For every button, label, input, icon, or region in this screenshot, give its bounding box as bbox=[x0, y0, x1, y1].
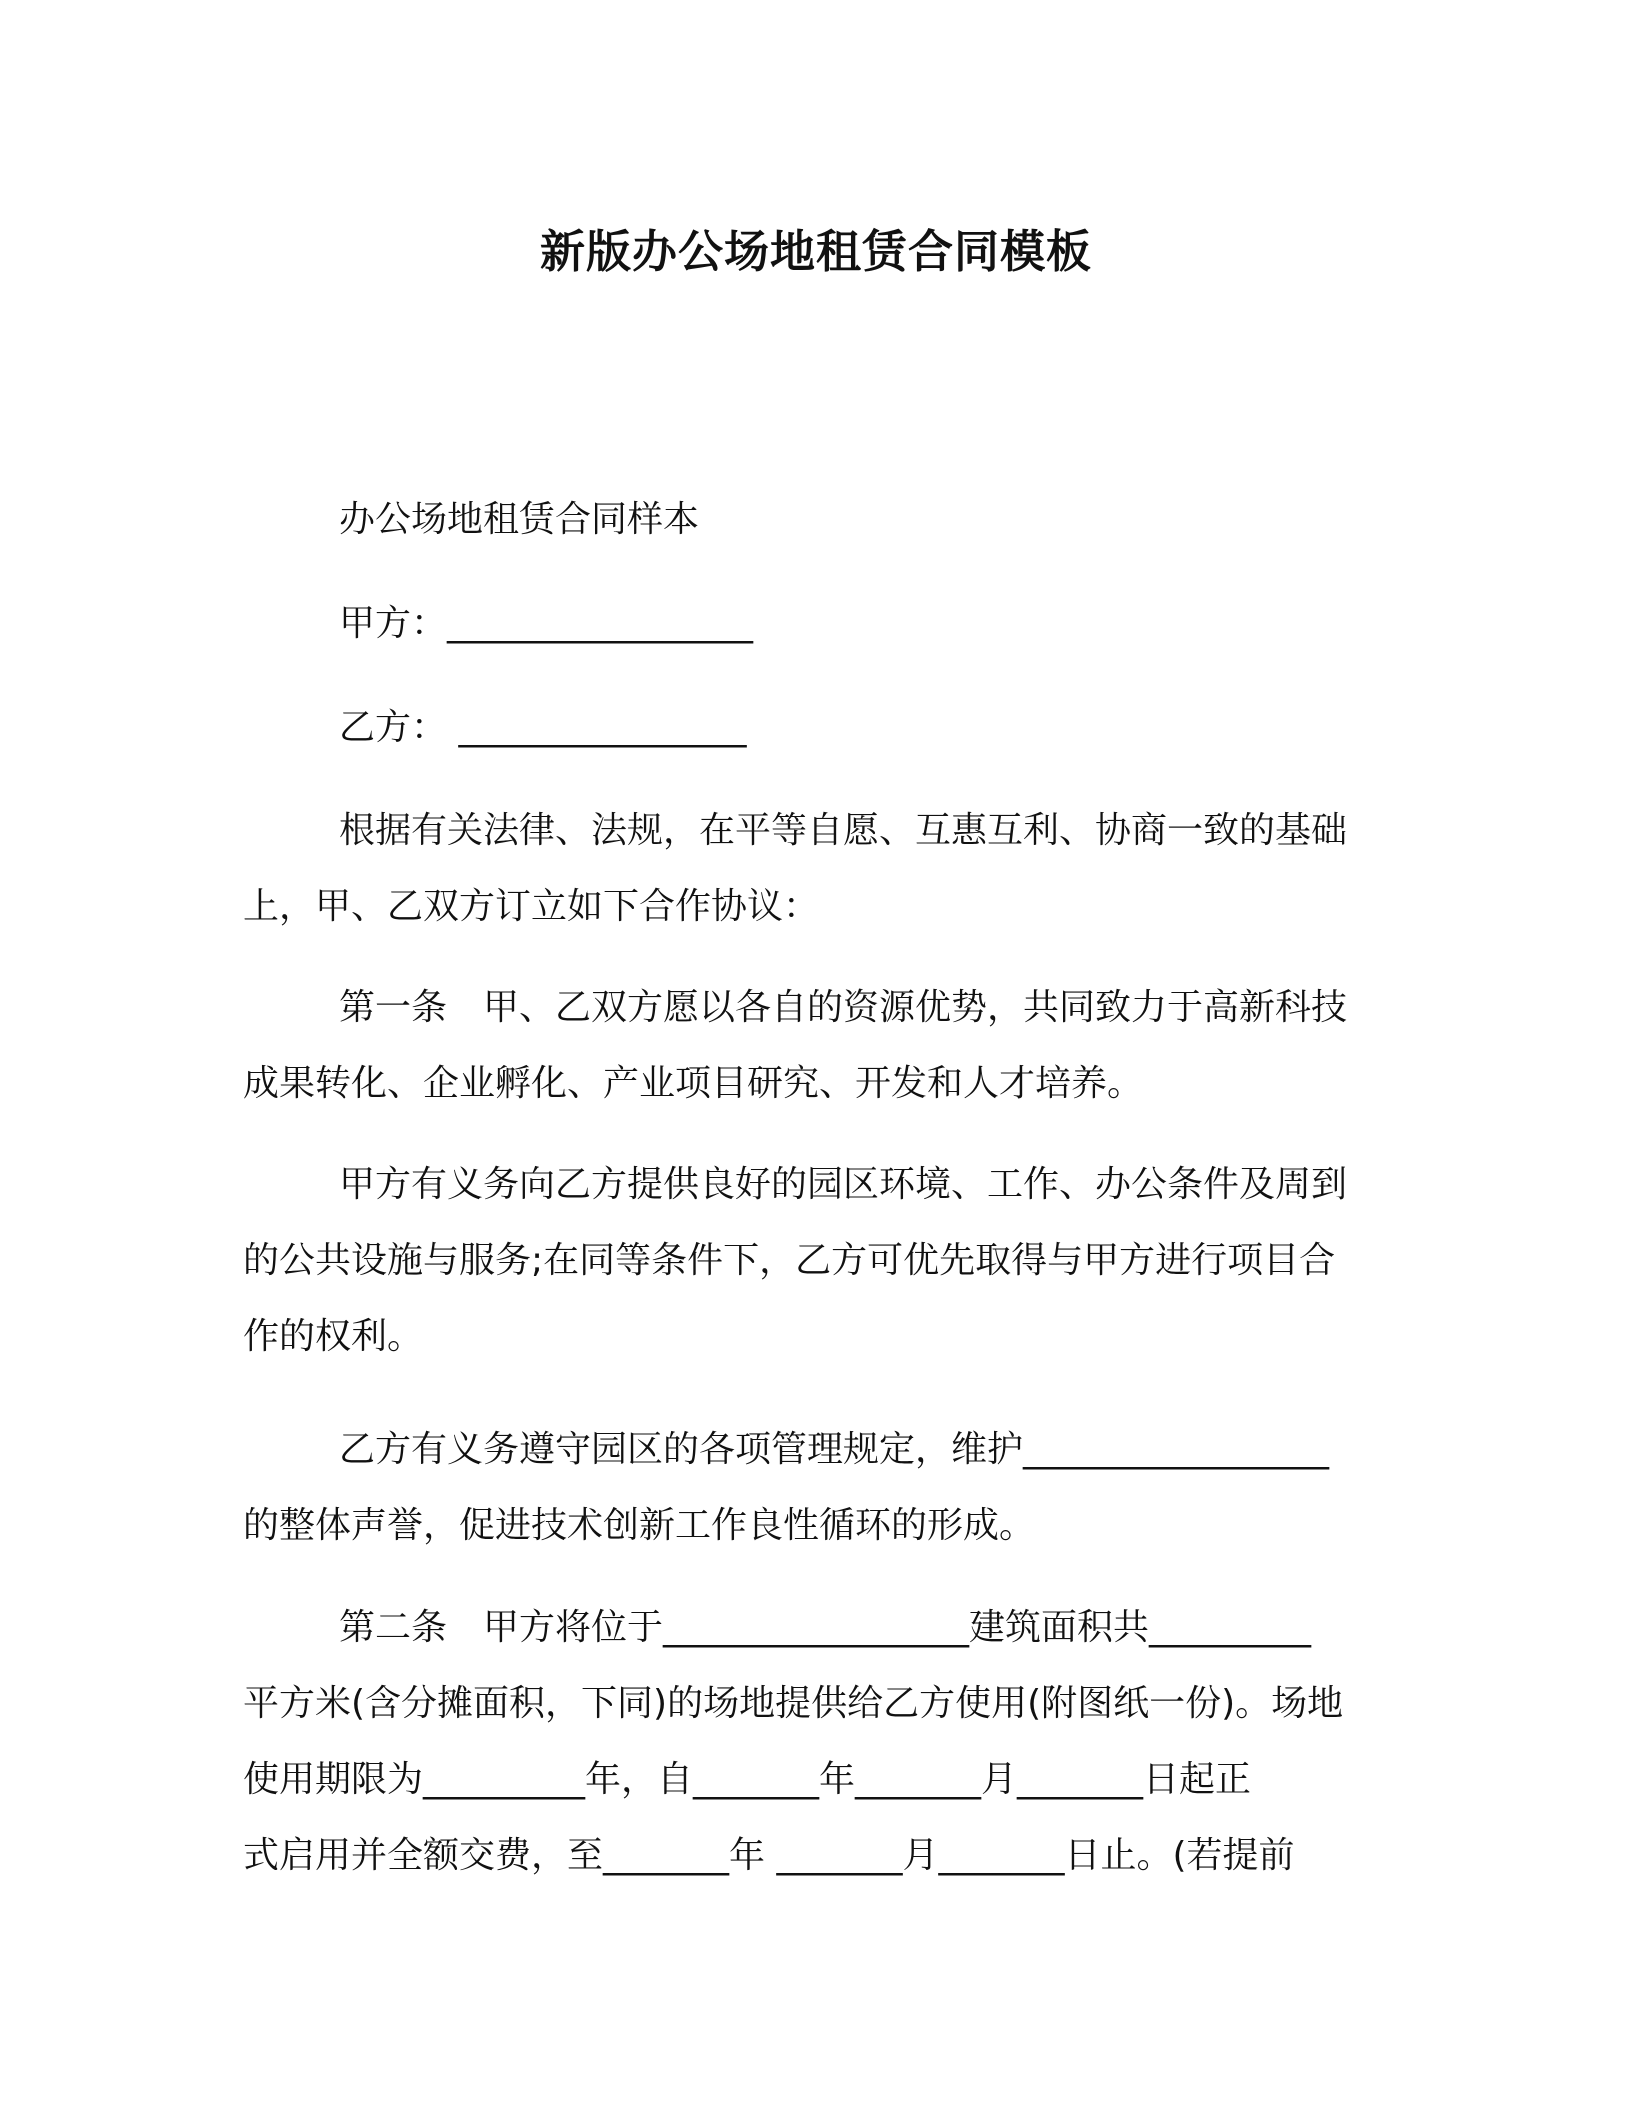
party-a-line: 甲方：_________________ bbox=[339, 603, 754, 644]
paragraph-line: 使用期限为_________年，自_______年_______月_______日起正 bbox=[243, 1759, 1252, 1800]
paragraph-line: 式启用并全额交费，至_______年 _______月_______日止。(若提前 bbox=[243, 1835, 1295, 1876]
paragraph-line: 的整体声誉，促进技术创新工作良性循环的形成。 bbox=[243, 1505, 1036, 1546]
intro-paragraph bbox=[243, 793, 1373, 945]
party-b-duty-paragraph bbox=[243, 1412, 1373, 1564]
paragraph-line: 根据有关法律、法规，在平等自愿、互惠互利、协商一致的基础 bbox=[339, 810, 1348, 851]
paragraph-line: 第二条 甲方将位于_________________建筑面积共_________ bbox=[339, 1607, 1312, 1648]
paragraph-line: 成果转化、企业孵化、产业项目研究、开发和人才培养。 bbox=[243, 1063, 1144, 1104]
party-b-line: 乙方： ________________ bbox=[339, 707, 747, 748]
paragraph-line: 的公共设施与服务;在同等条件下，乙方可优先取得与甲方进行项目合 bbox=[243, 1240, 1336, 1281]
article-1-paragraph bbox=[243, 970, 1373, 1122]
paragraph-line: 第一条 甲、乙双方愿以各自的资源优势，共同致力于高新科技 bbox=[339, 987, 1348, 1028]
paragraph-line: 甲方有义务向乙方提供良好的园区环境、工作、办公条件及周到 bbox=[339, 1164, 1348, 1205]
paragraph-line: 乙方有义务遵守园区的各项管理规定，维护_________________ bbox=[339, 1429, 1330, 1470]
paragraph-line: 平方米(含分摊面积，下同)的场地提供给乙方使用(附图纸一份)。场地 bbox=[243, 1683, 1344, 1724]
document-title: 新版办公场地租赁合同模板 bbox=[539, 225, 1092, 278]
article-2-paragraph bbox=[243, 1590, 1373, 1894]
contract-subtitle: 办公场地租赁合同样本 bbox=[339, 499, 700, 540]
header-block bbox=[243, 482, 1373, 766]
party-a-duty-paragraph bbox=[243, 1147, 1373, 1375]
paragraph-line: 作的权利。 bbox=[243, 1316, 424, 1357]
paragraph-line: 上，甲、乙双方订立如下合作协议： bbox=[243, 886, 820, 927]
